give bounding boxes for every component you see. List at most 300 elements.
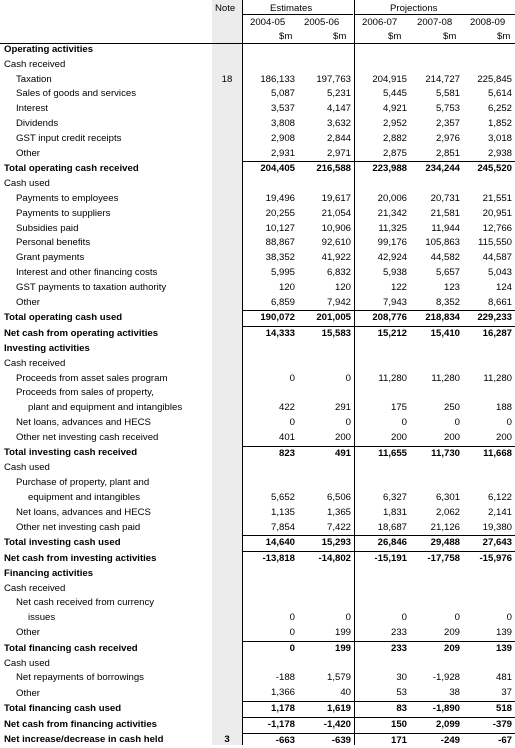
- value-cell: [354, 177, 410, 192]
- value-cell: 20,731: [430, 192, 460, 204]
- value-cell: [354, 58, 410, 73]
- row-note: [212, 536, 242, 552]
- value-cell: [410, 657, 463, 672]
- value-cell: [298, 58, 354, 73]
- value-cell: 823: [242, 446, 298, 461]
- table-row: [0, 296, 515, 311]
- table-row: [0, 386, 515, 401]
- value-cell: -663: [242, 733, 298, 748]
- value-cell: 0: [289, 416, 295, 428]
- value-cell: 6,252: [487, 103, 512, 115]
- value-cell: 5,657: [435, 266, 460, 278]
- row-note: [212, 117, 242, 132]
- value-cell: 0: [401, 416, 407, 428]
- value-cell: [463, 582, 515, 597]
- row-label: Cash received: [4, 357, 66, 369]
- value-cell: 53: [396, 687, 407, 699]
- value-cell: [242, 582, 298, 597]
- row-label: issues: [28, 612, 56, 624]
- row-label: Net cash from financing activities: [4, 718, 158, 730]
- value-cell: [410, 476, 463, 491]
- value-cell: 5,614: [487, 88, 512, 100]
- value-cell: -17,758: [410, 552, 463, 567]
- value-cell: 16,287: [463, 327, 515, 342]
- value-cell: 209: [443, 627, 460, 639]
- value-cell: 8,661: [487, 296, 512, 308]
- value-cell: [463, 177, 515, 192]
- value-cell: 44,587: [482, 252, 512, 264]
- row-label: equipment and intangibles: [28, 491, 141, 503]
- unit-header: $m: [497, 31, 511, 42]
- value-cell: 7,943: [382, 296, 407, 308]
- row-note: [212, 626, 242, 641]
- value-cell: [354, 582, 410, 597]
- value-cell: 5,652: [270, 491, 295, 503]
- row-note: [212, 416, 242, 431]
- row-note: [212, 342, 242, 357]
- row-note: [212, 311, 242, 327]
- table-row: [0, 476, 515, 491]
- row-label: Other: [16, 627, 40, 639]
- value-cell: 1,579: [326, 672, 351, 684]
- value-cell: 2,952: [382, 117, 407, 129]
- value-cell: [298, 657, 354, 672]
- value-cell: 14,640: [242, 536, 298, 552]
- value-cell: 21,581: [430, 207, 460, 219]
- row-label: Cash received: [4, 58, 66, 70]
- value-cell: 44,582: [430, 252, 460, 264]
- row-label: Cash used: [4, 462, 50, 474]
- table-row: [0, 87, 515, 102]
- value-cell: 5,753: [435, 103, 460, 115]
- value-cell: 6,327: [382, 491, 407, 503]
- table-row: [0, 702, 515, 718]
- row-label: Net repayments of borrowings: [16, 672, 144, 684]
- row-note: [212, 236, 242, 251]
- value-cell: 19,380: [482, 521, 512, 533]
- value-cell: 0: [506, 612, 512, 624]
- row-label: Sales of goods and services: [16, 88, 136, 100]
- table-row: [0, 686, 515, 701]
- value-cell: 199: [334, 627, 351, 639]
- row-note: [212, 372, 242, 387]
- value-cell: [298, 582, 354, 597]
- value-cell: 216,588: [298, 162, 354, 177]
- row-note: [212, 446, 242, 461]
- value-cell: [354, 476, 410, 491]
- value-cell: 11,944: [431, 222, 460, 234]
- value-cell: 422: [278, 402, 295, 414]
- value-cell: 21,126: [430, 521, 460, 533]
- row-note: [212, 521, 242, 536]
- value-cell: [354, 43, 410, 58]
- value-cell: 99,176: [377, 237, 407, 249]
- row-note: 3: [224, 734, 230, 746]
- row-label: Subsidies paid: [16, 222, 79, 234]
- year-header: 2007-08: [417, 17, 453, 28]
- row-note: [212, 266, 242, 281]
- value-cell: [242, 357, 298, 372]
- row-note: [212, 147, 242, 162]
- value-cell: 0: [401, 612, 407, 624]
- table-row: [0, 251, 515, 266]
- value-cell: -15,976: [463, 552, 515, 567]
- value-cell: 0: [506, 416, 512, 428]
- row-note: [212, 461, 242, 476]
- row-label: Cash received: [4, 582, 66, 594]
- row-note: [212, 327, 242, 342]
- value-cell: 518: [463, 702, 515, 718]
- value-cell: [298, 476, 354, 491]
- value-cell: -1,178: [242, 717, 298, 733]
- value-cell: [298, 177, 354, 192]
- value-cell: 0: [289, 372, 295, 384]
- value-cell: 200: [443, 431, 460, 443]
- value-cell: [410, 582, 463, 597]
- value-cell: 11,730: [410, 446, 463, 461]
- value-cell: 481: [495, 672, 512, 684]
- value-cell: 2,141: [487, 506, 512, 518]
- row-note: [212, 58, 242, 73]
- row-label: Cash used: [4, 657, 50, 669]
- value-cell: 234,244: [410, 162, 463, 177]
- row-label: Net increase/decrease in cash held: [4, 734, 164, 746]
- row-note: [212, 296, 242, 311]
- value-cell: 201,005: [298, 311, 354, 327]
- value-cell: [410, 461, 463, 476]
- value-cell: 11,325: [378, 222, 407, 234]
- value-cell: [463, 461, 515, 476]
- value-cell: 83: [354, 702, 410, 718]
- row-label: Interest: [16, 103, 48, 115]
- value-cell: 0: [345, 416, 351, 428]
- value-cell: 27,643: [463, 536, 515, 552]
- value-cell: [463, 342, 515, 357]
- value-cell: [354, 357, 410, 372]
- table-row: [0, 327, 515, 342]
- value-cell: 10,906: [321, 222, 351, 234]
- row-label: Proceeds from sales of property,: [16, 387, 154, 399]
- value-cell: [242, 461, 298, 476]
- row-label: Total operating cash received: [4, 163, 139, 175]
- value-cell: 88,867: [265, 237, 295, 249]
- table-row: [0, 536, 515, 552]
- value-cell: 122: [390, 281, 407, 293]
- table-row: [0, 641, 515, 656]
- table-row: [0, 43, 515, 58]
- row-note: [212, 717, 242, 733]
- row-note: [212, 401, 242, 416]
- value-cell: [242, 177, 298, 192]
- value-cell: 0: [454, 416, 460, 428]
- value-cell: 11,668: [463, 446, 515, 461]
- value-cell: [242, 476, 298, 491]
- value-cell: [298, 386, 354, 401]
- row-note: 18: [221, 73, 233, 85]
- value-cell: 11,655: [354, 446, 410, 461]
- value-cell: 14,333: [242, 327, 298, 342]
- table-row: [0, 506, 515, 521]
- value-cell: 3,537: [270, 103, 295, 115]
- table-row: [0, 582, 515, 597]
- value-cell: -249: [410, 733, 463, 748]
- value-cell: 3,632: [326, 117, 351, 129]
- table-row: [0, 162, 515, 177]
- row-label: Taxation: [16, 73, 52, 85]
- value-cell: 18,687: [377, 521, 407, 533]
- value-cell: 6,506: [326, 491, 351, 503]
- value-cell: -379: [463, 717, 515, 733]
- value-cell: [354, 386, 410, 401]
- row-label: GST payments to taxation authority: [16, 281, 167, 293]
- row-label: Proceeds from asset sales program: [16, 372, 168, 384]
- value-cell: [410, 567, 463, 582]
- value-cell: [298, 43, 354, 58]
- value-cell: 6,301: [435, 491, 460, 503]
- value-cell: 209: [410, 641, 463, 656]
- row-label: Other: [16, 687, 40, 699]
- value-cell: 26,846: [354, 536, 410, 552]
- row-note: [212, 162, 242, 177]
- value-cell: 7,854: [270, 521, 295, 533]
- row-note: [212, 87, 242, 102]
- value-cell: 5,938: [382, 266, 407, 278]
- row-note: [212, 657, 242, 672]
- value-cell: [242, 43, 298, 58]
- row-label: Net loans, advances and HECS: [16, 506, 151, 518]
- value-cell: 8,352: [435, 296, 460, 308]
- value-cell: 186,133: [260, 73, 295, 85]
- row-label: Other: [16, 147, 40, 159]
- unit-header: $m: [443, 31, 457, 42]
- row-label: Dividends: [16, 117, 59, 129]
- value-cell: 5,231: [326, 88, 351, 100]
- row-note: [212, 431, 242, 446]
- value-cell: [410, 58, 463, 73]
- table-row: [0, 58, 515, 73]
- unit-header: $m: [279, 31, 293, 42]
- value-cell: 29,488: [410, 536, 463, 552]
- row-note: [212, 43, 242, 58]
- year-header: 2004-05: [250, 17, 286, 28]
- header-row-units: [0, 31, 515, 43]
- value-cell: [298, 342, 354, 357]
- table-row: [0, 132, 515, 147]
- value-cell: [354, 657, 410, 672]
- row-label: Total financing cash received: [4, 642, 138, 654]
- row-note: [212, 251, 242, 266]
- value-cell: 171: [354, 733, 410, 748]
- value-cell: 120: [334, 281, 351, 293]
- row-note: [212, 671, 242, 686]
- value-cell: 2,851: [435, 147, 460, 159]
- table-row: [0, 431, 515, 446]
- row-label: Operating activities: [4, 44, 94, 55]
- table-row: [0, 626, 515, 641]
- value-cell: 491: [298, 446, 354, 461]
- value-cell: 208,776: [354, 311, 410, 327]
- value-cell: 19,617: [321, 192, 351, 204]
- value-cell: [463, 357, 515, 372]
- value-cell: [410, 357, 463, 372]
- value-cell: 105,863: [425, 237, 460, 249]
- value-cell: 250: [443, 402, 460, 414]
- value-cell: 1,852: [487, 117, 512, 129]
- value-cell: 0: [289, 627, 295, 639]
- row-label: GST input credit receipts: [16, 132, 122, 144]
- value-cell: 2,931: [270, 147, 295, 159]
- table-row: [0, 671, 515, 686]
- value-cell: [354, 461, 410, 476]
- row-note: [212, 177, 242, 192]
- table-row: [0, 147, 515, 162]
- year-header: 2008-09: [470, 17, 506, 28]
- value-cell: -67: [463, 733, 515, 748]
- value-cell: 10,127: [265, 222, 295, 234]
- value-cell: 11,280: [431, 372, 460, 384]
- table-row: [0, 192, 515, 207]
- year-header: 2005-06: [304, 17, 340, 28]
- value-cell: 21,342: [377, 207, 407, 219]
- value-cell: 15,212: [354, 327, 410, 342]
- row-note: [212, 132, 242, 147]
- row-note: [212, 357, 242, 372]
- value-cell: -1,890: [410, 702, 463, 718]
- value-cell: [463, 476, 515, 491]
- row-label: Net loans, advances and HECS: [16, 416, 151, 428]
- value-cell: -188: [275, 672, 295, 684]
- value-cell: 5,445: [382, 88, 407, 100]
- value-cell: 2,357: [435, 117, 460, 129]
- row-note: [212, 192, 242, 207]
- row-label: Total financing cash used: [4, 703, 122, 715]
- value-cell: 204,405: [242, 162, 298, 177]
- value-cell: -1,420: [298, 717, 354, 733]
- value-cell: 139: [463, 641, 515, 656]
- value-cell: 233: [390, 627, 407, 639]
- value-cell: 2,099: [410, 717, 463, 733]
- table-row: [0, 117, 515, 132]
- value-cell: 0: [289, 612, 295, 624]
- row-label: Other net investing cash received: [16, 431, 159, 443]
- value-cell: 197,763: [316, 73, 351, 85]
- value-cell: 2,971: [326, 147, 351, 159]
- value-cell: -13,818: [242, 552, 298, 567]
- value-cell: 233: [354, 641, 410, 656]
- value-cell: 5,087: [270, 88, 295, 100]
- value-cell: 4,147: [326, 103, 351, 115]
- value-cell: 200: [390, 431, 407, 443]
- value-cell: 214,727: [425, 73, 460, 85]
- table-row: [0, 342, 515, 357]
- value-cell: [242, 657, 298, 672]
- value-cell: 2,875: [382, 147, 407, 159]
- row-note: [212, 552, 242, 567]
- value-cell: 1,135: [270, 506, 295, 518]
- row-label: Other: [16, 296, 40, 308]
- value-cell: 200: [334, 431, 351, 443]
- value-cell: [354, 567, 410, 582]
- value-cell: 4,921: [382, 103, 407, 115]
- value-cell: 15,293: [298, 536, 354, 552]
- row-label: Investing activities: [4, 342, 90, 354]
- value-cell: 2,938: [487, 147, 512, 159]
- value-cell: [410, 596, 463, 611]
- table-row: [0, 357, 515, 372]
- table-row: [0, 73, 515, 88]
- value-cell: 38: [449, 687, 460, 699]
- value-cell: 7,422: [326, 521, 351, 533]
- value-cell: [242, 58, 298, 73]
- row-note: [212, 582, 242, 597]
- value-cell: [410, 177, 463, 192]
- value-cell: 30: [396, 672, 407, 684]
- row-note: [212, 567, 242, 582]
- table-row: [0, 311, 515, 327]
- table-row: [0, 611, 515, 626]
- value-cell: 1,365: [326, 506, 351, 518]
- value-cell: 190,072: [242, 311, 298, 327]
- value-cell: [298, 596, 354, 611]
- value-cell: [298, 567, 354, 582]
- value-cell: 200: [495, 431, 512, 443]
- table-row: [0, 657, 515, 672]
- value-cell: [463, 596, 515, 611]
- value-cell: 245,520: [463, 162, 515, 177]
- table-row: [0, 222, 515, 237]
- estimates-rule: [243, 14, 353, 15]
- row-label: Net cash from operating activities: [4, 327, 159, 339]
- value-cell: 2,882: [382, 132, 407, 144]
- table-row: [0, 491, 515, 506]
- value-cell: 175: [390, 402, 407, 414]
- table-row: [0, 461, 515, 476]
- value-cell: 6,122: [487, 491, 512, 503]
- table-row: [0, 717, 515, 733]
- row-label: Net cash from investing activities: [4, 552, 157, 564]
- row-label: Personal benefits: [16, 237, 91, 249]
- value-cell: 0: [345, 612, 351, 624]
- row-note: [212, 386, 242, 401]
- row-label: Payments to employees: [16, 192, 119, 204]
- value-cell: 225,845: [477, 73, 512, 85]
- table-row: [0, 401, 515, 416]
- value-cell: 2,844: [326, 132, 351, 144]
- value-cell: 6,859: [270, 296, 295, 308]
- value-cell: -1,928: [432, 672, 460, 684]
- value-cell: [463, 43, 515, 58]
- value-cell: 5,995: [270, 266, 295, 278]
- row-note: [212, 596, 242, 611]
- value-cell: 15,410: [410, 327, 463, 342]
- row-note: [212, 476, 242, 491]
- value-cell: 21,054: [321, 207, 351, 219]
- value-cell: 223,988: [354, 162, 410, 177]
- table-row: [0, 266, 515, 281]
- value-cell: 0: [242, 641, 298, 656]
- value-cell: 188: [495, 402, 512, 414]
- value-cell: 3,808: [270, 117, 295, 129]
- value-cell: -15,191: [354, 552, 410, 567]
- estimates-header: Estimates: [270, 3, 313, 14]
- value-cell: -14,802: [298, 552, 354, 567]
- value-cell: -639: [298, 733, 354, 748]
- value-cell: 7,942: [326, 296, 351, 308]
- value-cell: 20,951: [482, 207, 512, 219]
- value-cell: 1,366: [270, 687, 295, 699]
- value-cell: [242, 386, 298, 401]
- projections-rule: [355, 14, 515, 15]
